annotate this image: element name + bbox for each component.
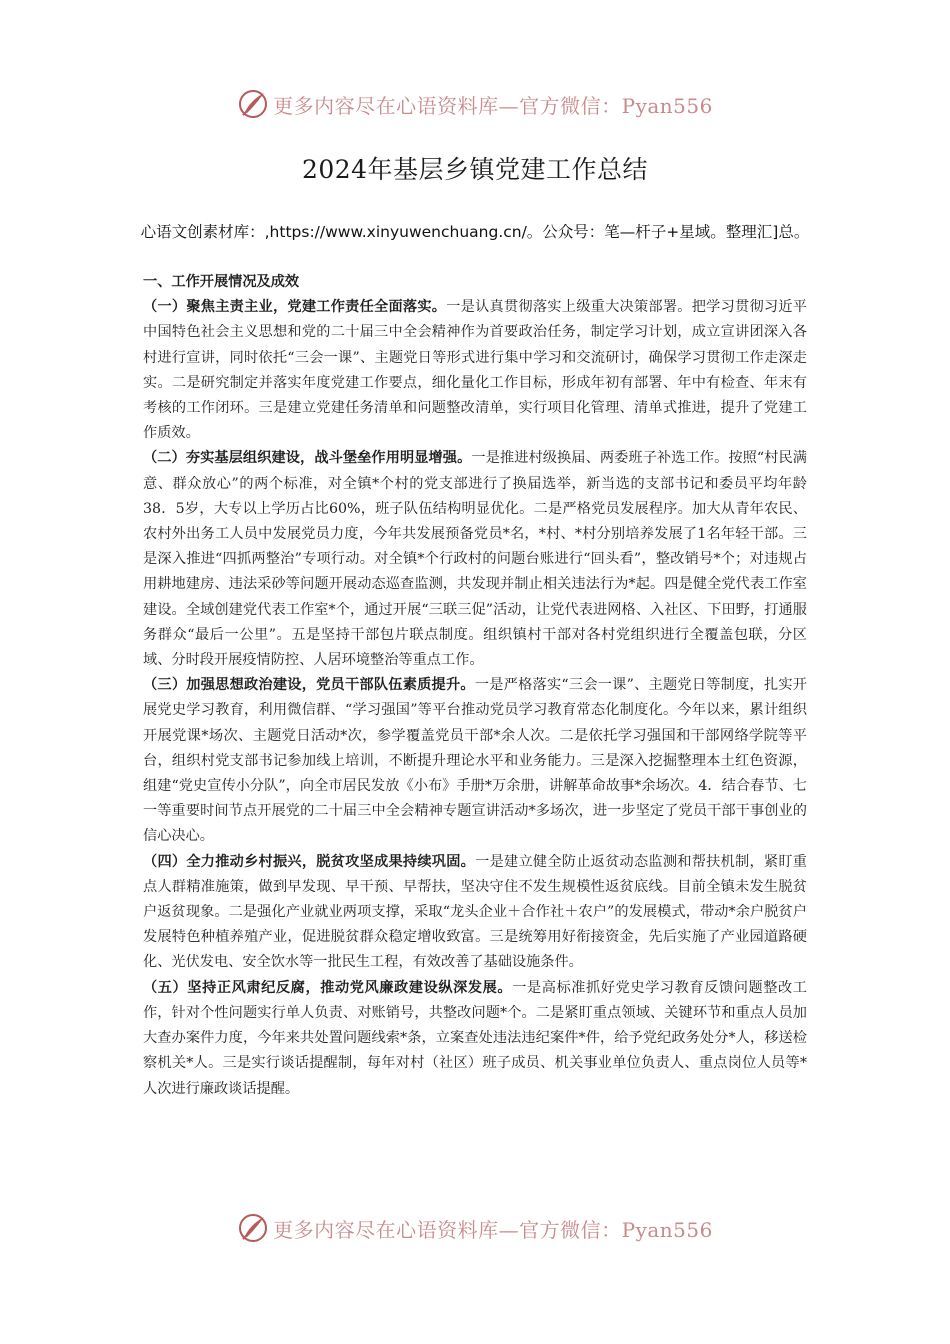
paragraph-body: 一是认真贯彻落实上级重大决策部署。把学习贯彻习近平中国特色社会主义思想和党的二十届三中全会精神作为首要政治任务，制定学习计划，成立宣讲团深入各村进行宣讲，同时依托“三会一课”、主题党日等形式进行集中学习和交流研讨，确保学习贯彻工作走深走实。二是研究制定并落实年度党建工作要点，细化量化工作目标，形成年初有部署、年中有检查、年末有考核的工作闭环。三是建立党建任务清单和问题整改清单，实行项目化管理、清单式推进，提升了党建工作质效。	[143, 299, 807, 442]
watermark-text: 更多内容尽在心语资料库—官方微信：Pyan556	[273, 93, 713, 118]
paragraph-lead: （四）全力推动乡村振兴，脱贫攻坚成果持续巩固。	[143, 853, 476, 870]
paragraph-body: 一是推进村级换届、两委班子补选工作。按照“村民满意、群众放心”的两个标准，对全镇*个村的党支部进行了换届选举，新当选的支部书记和委员平均年龄38．5岁，大专以上学历占比60%，班子队伍结构明显优化。二是严格党员发展程序。加大从青年农民、农村外出务工人员中发展党员力度，今年共发展预备党员*名，*村、*村分别培养发展了1名年轻干部。三是深入推进“四抓两整治”专项行动。对全镇*个行政村的问题台账进行“回头看”，整改销号*个；对违规占用耕地建房、违法采砂等问题开展动态巡查监测，共发现并制止相关违法行为*起。四是健全党代表工作室建设。全域创建党代表工作室*个，通过开展“三联三促”活动，让党代表进网格、入社区、下田野，打通服务群众“最后一公里”。五是坚持干部包片联点制度。组织镇村干部对各村党组织进行全覆盖包联，分区域、分时段开展疫情防控、人居环境整治等重点工作。	[143, 450, 807, 669]
section-heading: 一、工作开展情况及成效	[143, 274, 300, 290]
quill-logo-icon	[237, 88, 269, 120]
paragraph-body: 一是建立健全防止返贫动态监测和帮扶机制，紧盯重点人群精准施策，做到早发现、早干预、早帮扶，坚决守住不发生规模性返贫底线。目前全镇未发生脱贫户返贫现象。二是强化产业就业两项支撑，采取“龙头企业＋合作社＋农户”的发展模式，带动*余户脱贫户发展特色种植养殖产业，促进脱贫群众稳定增收致富。三是统筹用好衔接资金，先后实施了产业园道路硬化、光伏发电、安全饮水等一批民生工程，有效改善了基础设施条件。	[143, 853, 807, 971]
quill-logo-icon	[237, 1212, 269, 1244]
source-note: 心语文创素材库：,https://www.xinyuwenchuang.cn/。公众号：笔—杆子+星域。整理汇]总。	[140, 223, 810, 241]
watermark-text: 更多内容尽在心语资料库—官方微信：Pyan556	[273, 1217, 713, 1242]
paragraph-lead: （一）聚焦主责主业，党建工作责任全面落实。	[143, 299, 447, 316]
watermark-banner-top	[0, 84, 950, 124]
paragraph-1	[143, 295, 807, 446]
paragraph-3	[143, 673, 807, 849]
document-title: 2024年基层乡镇党建工作总结	[301, 155, 649, 184]
paragraph-lead: （三）加强思想政治建设，党员干部队伍素质提升。	[143, 677, 475, 694]
paragraph-lead: （二）夯实基层组织建设，战斗堡垒作用明显增强。	[143, 450, 472, 467]
document-body	[143, 270, 807, 1102]
watermark-banner-bottom	[0, 1208, 950, 1248]
paragraph-4	[143, 850, 807, 976]
paragraph-2	[143, 446, 807, 673]
paragraph-body: 一是严格落实“三会一课”、主题党日等制度，扎实开展党史学习教育，利用微信群、“学习强国”等平台推动党员学习教育常态化制度化。今年以来，累计组织开展党课*场次、主题党日活动*次，参学覆盖党员干部*余人次。二是依托学习强国和干部网络学院等平台，组织村党支部书记参加线上培训，不断提升理论水平和业务能力。三是深入挖掘整理本土红色资源，组建“党史宣传小分队”，向全市居民发放《小布》手册*万余册，讲解革命故事*余场次。4．结合春节、七一等重要时间节点开展党的二十届三中全会精神专题宣讲活动*多场次，进一步坚定了党员干部干事创业的信心决心。	[143, 677, 807, 845]
paragraph-5	[143, 976, 807, 1102]
paragraph-lead: （五）坚持正风肃纪反腐，推动党风廉政建设纵深发展。	[143, 979, 513, 996]
paragraph-body: 一是高标准抓好党史学习教育反馈问题整改工作，针对个性问题实行单人负责、对账销号，共整改问题*个。二是紧盯重点领域、关键环节和重点人员加大查办案件力度，今年来共处置问题线索*条，立案查处违法违纪案件*件，给予党纪政务处分*人，移送检察机关*人。三是实行谈话提醒制，每年对村（社区）班子成员、机关事业单位负责人、重点岗位人员等*人次进行廉政谈话提醒。	[143, 979, 807, 1097]
